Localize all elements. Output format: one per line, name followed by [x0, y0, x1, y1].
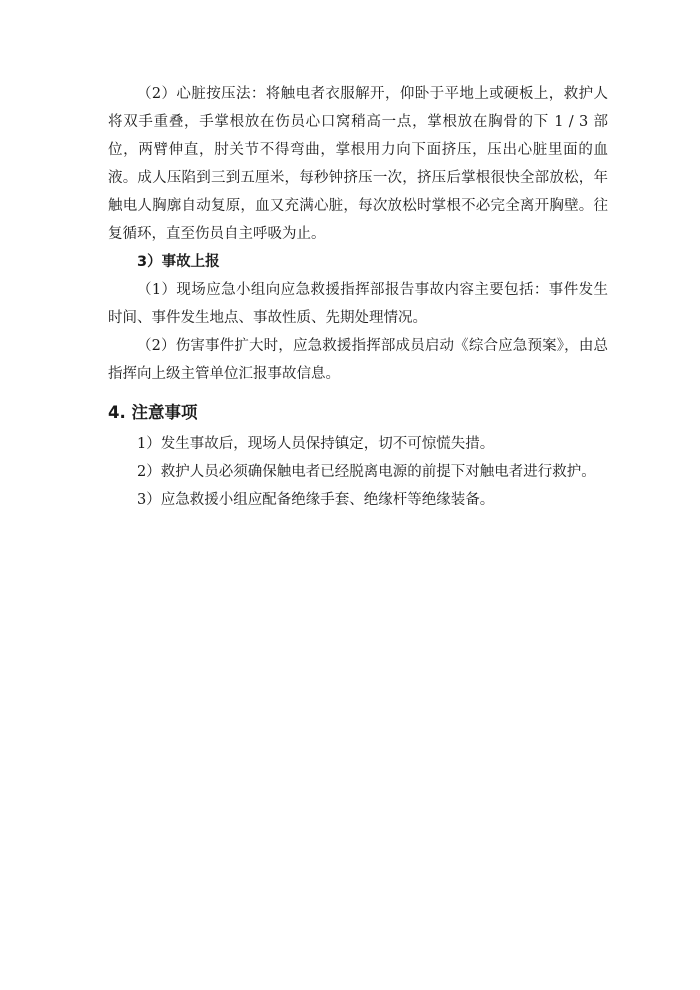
note-item: 3）应急救援小组应配备绝缘手套、绝缘杆等绝缘装备。	[137, 492, 495, 508]
paragraph-report-content: （1）现场应急小组向应急救援指挥部报告事故内容主要包括：事件发生时间、事件发生地点、事故性质、先期处理情况。	[108, 282, 608, 326]
note-item: 2）救护人员必须确保触电者已经脱离电源的前提下对触电者进行救护。	[137, 464, 596, 480]
paragraph-report-escalation: （2）伤害事件扩大时，应急救援指挥部成员启动《综合应急预案》，由总指挥向上级主管单位汇报事故信息。	[108, 338, 608, 382]
document-body	[108, 80, 608, 514]
section-heading-precautions: 4. 注意事项	[108, 403, 198, 422]
paragraph-cpr-method: （2）心脏按压法：将触电者衣服解开，仰卧于平地上或硬板上，救护人将双手重叠，手掌根放在伤员心口窝稍高一点，掌根放在胸骨的下 1 / 3 部位，两臂伸直，肘关节不得弯曲，掌根用力向下面挤压，压出心脏里面的血液。成人压陷到三到五厘米，每秒钟挤压一次，挤压后掌根很快全部放松，年触电人胸廓自动复原，血又充满心脏，每次放松时掌根不必完全离开胸壁。往复循环，直至伤员自主呼吸为止。	[108, 86, 608, 242]
note-item: 1）发生事故后，现场人员保持镇定，切不可惊慌失措。	[137, 436, 495, 452]
subheading-accident-report: 3）事故上报	[137, 254, 220, 270]
